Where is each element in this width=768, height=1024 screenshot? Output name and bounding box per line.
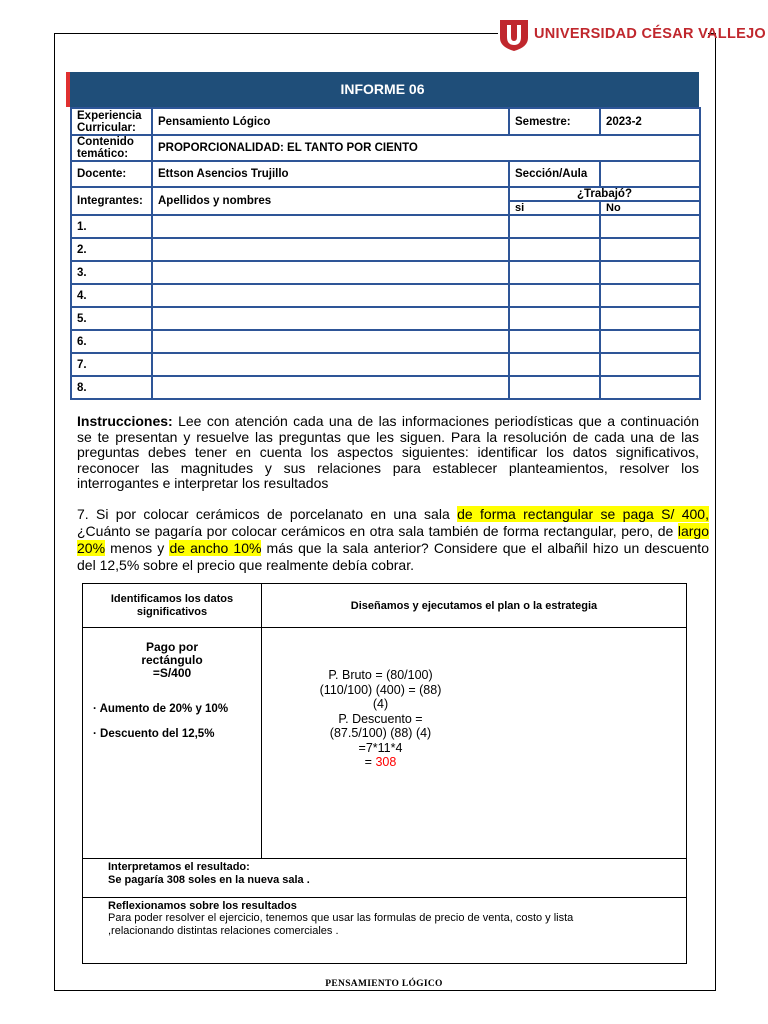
calc-result-line (308, 755, 453, 770)
university-name: UNIVERSIDAD CÉSAR VALLEJO (534, 26, 767, 42)
member-row (71, 307, 700, 330)
question-body (77, 506, 709, 573)
reflect-divider (83, 897, 686, 898)
member-number: 6. (71, 330, 152, 353)
member-si-cell[interactable] (509, 284, 600, 307)
member-si-cell[interactable] (509, 330, 600, 353)
member-row (71, 261, 700, 284)
member-number: 3. (71, 261, 152, 284)
instructions-label: Instrucciones: (77, 413, 173, 429)
pago-dato: Pago por rectángulo =S/400 (141, 640, 203, 680)
member-row (71, 330, 700, 353)
calculation (308, 668, 453, 770)
report-title-bar (66, 72, 699, 107)
question-highlight: de ancho 10% (169, 540, 262, 556)
member-name-cell[interactable] (152, 261, 509, 284)
calc-line: =7*11*4 (358, 740, 403, 755)
member-no-cell[interactable] (600, 238, 700, 261)
member-no-cell[interactable] (600, 330, 700, 353)
member-no-cell[interactable] (600, 215, 700, 238)
reflection-text: Para poder resolver el ejercicio, tenemos que usar las formulas de precio de venta, costo y lista ,relacionando distintas relaciones comerciales . (108, 912, 574, 937)
member-si-cell[interactable] (509, 238, 600, 261)
member-name-cell[interactable] (152, 330, 509, 353)
member-number: 2. (71, 238, 152, 261)
member-row (71, 238, 700, 261)
question-text: Si por colocar cerámicos de porcelanato en una sala (96, 506, 458, 522)
calc-result-value: 308 (375, 755, 397, 769)
reflection-title: Reflexionamos sobre los resultados (108, 900, 297, 912)
aumento-dato: · Aumento de 20% y 10% (93, 703, 229, 715)
calc-line: (87.5/100) (88) (4) (329, 726, 432, 740)
docente-value: Ettson Asencios Trujillo (152, 161, 509, 187)
trabajo-label: ¿Trabajó? (509, 187, 700, 201)
member-si-cell[interactable] (509, 376, 600, 399)
instructions-paragraph (77, 414, 699, 492)
docente-label: Docente: (71, 161, 152, 187)
column-divider (261, 584, 262, 858)
student-info-table (70, 107, 701, 400)
member-row (71, 215, 700, 238)
member-name-cell[interactable] (152, 307, 509, 330)
ucv-shield-icon (498, 16, 530, 52)
question-text: menos y (105, 540, 170, 556)
descuento-dato: · Descuento del 12,5% (93, 728, 215, 740)
member-no-cell[interactable] (600, 261, 700, 284)
member-row (71, 353, 700, 376)
member-si-cell[interactable] (509, 307, 600, 330)
member-no-cell[interactable] (600, 284, 700, 307)
member-si-cell[interactable] (509, 261, 600, 284)
question-text: ¿Cuánto se pagaría por colocar cerámicos en otra sala también de forma rectangular, pero, de (77, 523, 678, 539)
interpret-divider (83, 858, 686, 859)
member-name-cell[interactable] (152, 353, 509, 376)
member-name-cell[interactable] (152, 215, 509, 238)
question-highlight: largo 20% (77, 523, 709, 556)
integrantes-label: Integrantes: (71, 187, 152, 215)
question-text: más que la sala anterior? Considere que el albañil hizo un descuento del 12,5% sobre el precio que realmente debía cobrar. (77, 540, 709, 573)
member-row (71, 376, 700, 399)
member-name-cell[interactable] (152, 238, 509, 261)
answer-table (82, 583, 687, 964)
member-number: 7. (71, 353, 152, 376)
question-7 (77, 506, 709, 574)
member-no-cell[interactable] (600, 307, 700, 330)
instructions-text: Lee con atención cada una de las informaciones periodísticas que a continuación se te presentan y resuelve las preguntas que les siguen. Para la resolución de cada una de las preguntas debes tener en cuenta los aspectos siguientes: identificar los datos significativos, reconocer las magnitudes y sus relaciones para establecer planteamientos, resolver los interrogantes e interpretar los resultados (77, 413, 699, 491)
member-no-cell[interactable] (600, 353, 700, 376)
member-no-cell[interactable] (600, 376, 700, 399)
si-label: si (509, 201, 600, 215)
member-row (71, 284, 700, 307)
page-footer: PENSAMIENTO LÓGICO (325, 979, 443, 989)
contenido-value: PROPORCIONALIDAD: EL TANTO POR CIENTO (152, 135, 700, 161)
no-label: No (600, 201, 700, 215)
report-title: INFORME 06 (340, 81, 425, 97)
interpretation (108, 861, 310, 887)
member-number: 4. (71, 284, 152, 307)
interpretation-title: Interpretamos el resultado: (108, 861, 250, 873)
member-number: 8. (71, 376, 152, 399)
member-name-cell[interactable] (152, 284, 509, 307)
experiencia-value: Pensamiento Lógico (152, 108, 509, 135)
member-number: 1. (71, 215, 152, 238)
question-highlight: de forma rectangular se paga S/ 400, (457, 506, 709, 522)
calc-line: P. Bruto = (80/100) (328, 668, 433, 682)
semestre-label: Semestre: (509, 108, 600, 135)
question-number: 7. (77, 506, 89, 522)
plan-header: Diseñamos y ejecutamos el plan o la estrategia (350, 600, 598, 612)
datos-header: Identificamos los datos significativos (110, 593, 234, 618)
calc-line: P. Descuento = (338, 711, 423, 726)
semestre-value: 2023-2 (600, 108, 700, 135)
apellidos-label: Apellidos y nombres (152, 187, 509, 215)
interpretation-text: Se pagaría 308 soles en la nueva sala . (108, 874, 310, 886)
university-logo (498, 16, 767, 52)
seccion-label: Sección/Aula (509, 161, 600, 187)
member-name-cell[interactable] (152, 376, 509, 399)
member-number: 5. (71, 307, 152, 330)
header-divider (83, 627, 686, 628)
contenido-label: Contenido temático: (71, 135, 152, 161)
seccion-value[interactable] (600, 161, 700, 187)
experiencia-label: Experiencia Curricular: (71, 108, 152, 135)
member-si-cell[interactable] (509, 215, 600, 238)
member-si-cell[interactable] (509, 353, 600, 376)
calc-line: (110/100) (400) = (88) (319, 682, 442, 697)
calc-line: (4) (372, 697, 389, 711)
calc-result-prefix: = (364, 755, 376, 769)
